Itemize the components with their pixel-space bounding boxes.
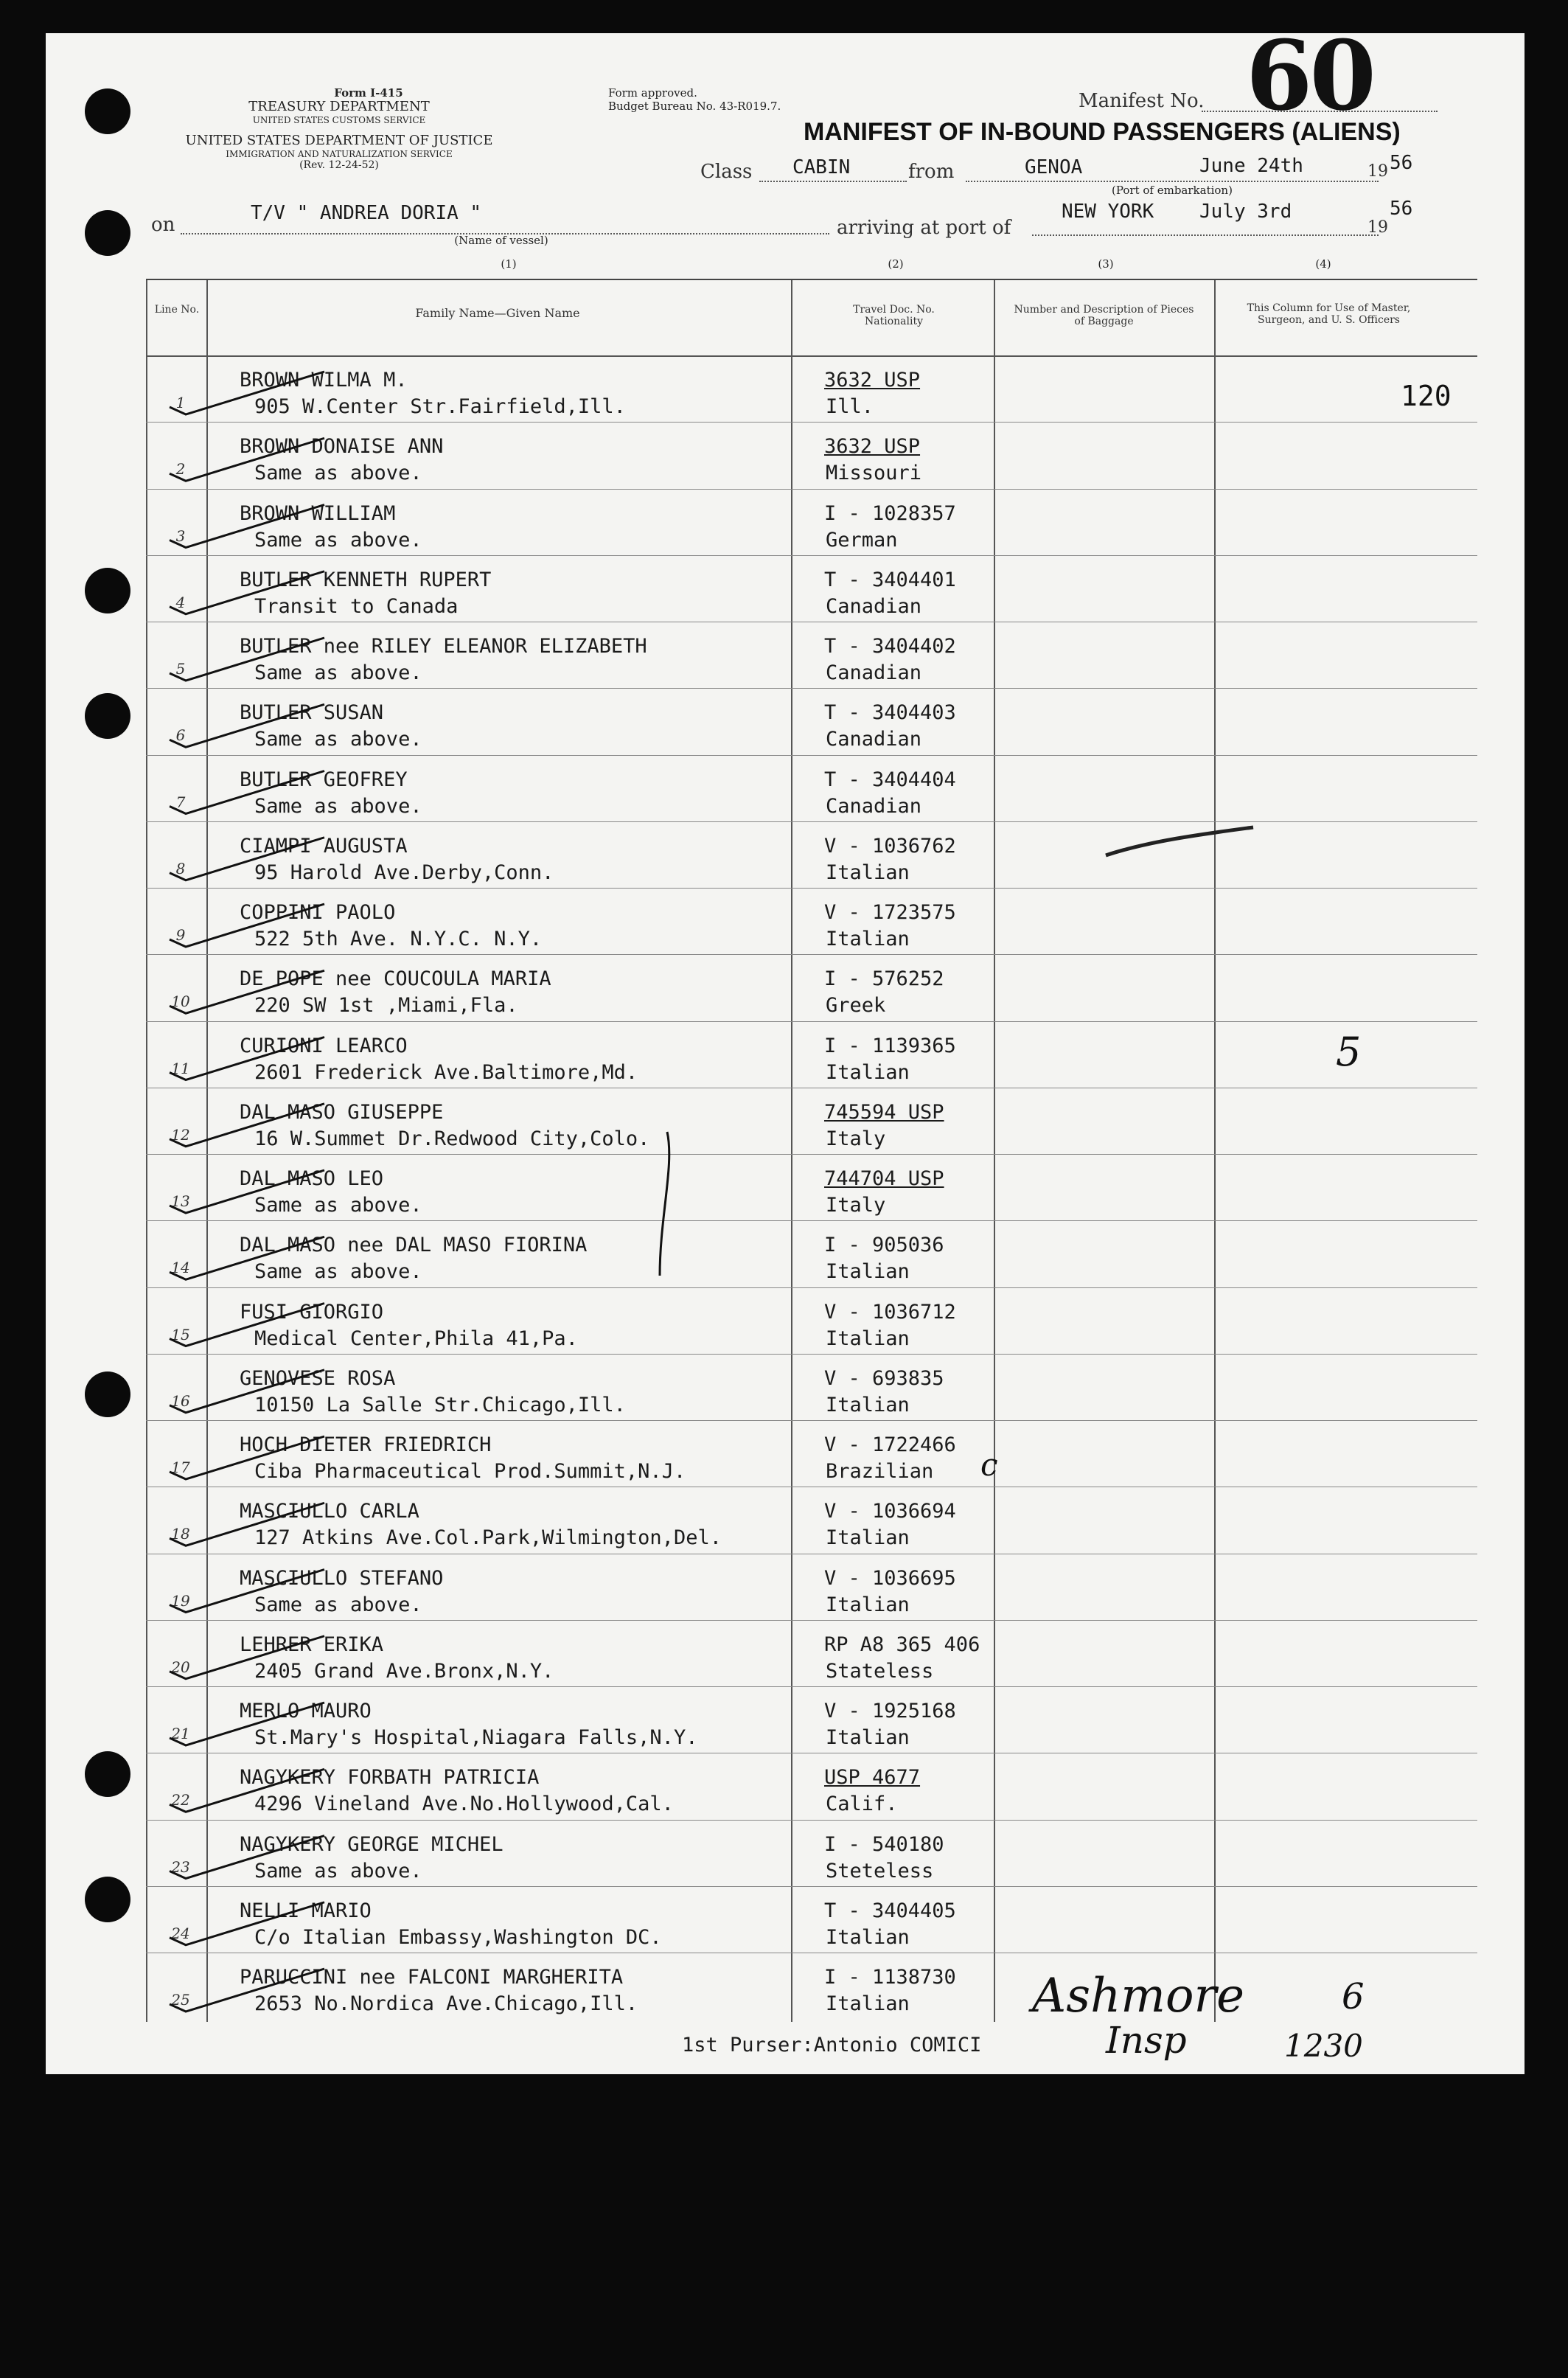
arrival-date: July 3rd bbox=[1199, 201, 1292, 223]
line-number: 14 bbox=[171, 1259, 190, 1277]
travel-doc-number: T - 3404403 bbox=[824, 701, 956, 725]
passenger-address: Transit to Canada bbox=[254, 594, 459, 618]
travel-doc-number: 744704 USP bbox=[824, 1167, 944, 1190]
passenger-address: Same as above. bbox=[254, 462, 422, 485]
budget-bureau: Budget Bureau No. 43-R019.7. bbox=[608, 100, 781, 113]
row-divider bbox=[146, 1820, 1477, 1821]
row-divider bbox=[146, 888, 1477, 889]
from-label: from bbox=[908, 161, 955, 183]
row-divider bbox=[146, 555, 1477, 556]
passenger-name: MERLO MAURO bbox=[240, 1700, 372, 1722]
row-divider bbox=[146, 821, 1477, 822]
binder-hole bbox=[85, 568, 130, 613]
year-prefix-2: 19 bbox=[1367, 218, 1388, 237]
nationality: Steteless bbox=[826, 1859, 934, 1882]
vessel-name: T/V " ANDREA DORIA " bbox=[251, 202, 482, 224]
travel-doc-number: T - 3404401 bbox=[824, 568, 956, 591]
dept-justice-sub: IMMIGRATION AND NATURALIZATION SERVICE bbox=[226, 149, 453, 159]
col-divider-doc bbox=[791, 280, 792, 2022]
col-number-3: (3) bbox=[1098, 257, 1114, 271]
row-divider bbox=[146, 1154, 1477, 1155]
row-divider bbox=[146, 489, 1477, 490]
line-number: 17 bbox=[171, 1459, 190, 1476]
line-number: 9 bbox=[175, 926, 186, 944]
passenger-address: 95 Harold Ave.Derby,Conn. bbox=[254, 861, 554, 884]
col-header-baggage: Number and Description of Pieces of Baggage bbox=[1014, 304, 1194, 327]
nationality: Canadian bbox=[826, 594, 922, 618]
row-divider bbox=[146, 422, 1477, 423]
line-number: 6 bbox=[175, 726, 186, 745]
passenger-address: St.Mary's Hospital,Niagara Falls,N.Y. bbox=[254, 1726, 698, 1749]
passenger-name: MASCIULLO STEFANO bbox=[240, 1566, 444, 1590]
row-divider bbox=[146, 1287, 1477, 1288]
passenger-name: BROWN WILLIAM bbox=[240, 501, 396, 525]
nationality: Italy bbox=[826, 1127, 886, 1150]
passenger-address: Same as above. bbox=[254, 1260, 422, 1284]
passenger-address: 16 W.Summet Dr.Redwood City,Colo. bbox=[254, 1127, 650, 1150]
count-note: 120 bbox=[1401, 380, 1452, 412]
passenger-name: HOCH DIETER FRIEDRICH bbox=[240, 1433, 492, 1456]
row-divider bbox=[146, 1021, 1477, 1022]
binder-hole bbox=[85, 88, 130, 134]
travel-doc-number: I - 540180 bbox=[824, 1832, 944, 1856]
departure-date: June 24th bbox=[1199, 155, 1303, 177]
passenger-address: 4296 Vineland Ave.No.Hollywood,Cal. bbox=[254, 1793, 674, 1816]
travel-doc-number: USP 4677 bbox=[824, 1766, 921, 1790]
passenger-address: 522 5th Ave. N.Y.C. N.Y. bbox=[254, 928, 543, 950]
passenger-name: BROWN DONAISE ANN bbox=[240, 435, 444, 459]
line-number: 18 bbox=[171, 1525, 190, 1543]
line-number: 19 bbox=[171, 1591, 190, 1610]
travel-doc-number: V - 1925168 bbox=[824, 1700, 956, 1722]
table-top-border bbox=[146, 279, 1477, 280]
line-number: 1 bbox=[175, 394, 186, 411]
passenger-name: COPPINI PAOLO bbox=[240, 901, 396, 924]
row-divider bbox=[146, 1686, 1477, 1687]
line-number: 7 bbox=[175, 793, 186, 811]
passenger-name: CIAMPI AUGUSTA bbox=[240, 834, 408, 858]
line-number: 21 bbox=[171, 1725, 190, 1742]
form-number: Form I-415 bbox=[334, 86, 403, 100]
passenger-address: Medical Center,Phila 41,Pa. bbox=[254, 1327, 578, 1350]
nationality: Ill. bbox=[826, 395, 874, 418]
table-border-left bbox=[146, 280, 147, 2022]
passenger-name: NAGYKERY GEORGE MICHEL bbox=[240, 1832, 503, 1856]
year-prefix-1: 19 bbox=[1367, 162, 1388, 181]
travel-doc-number: 3632 USP bbox=[824, 435, 921, 459]
class-line bbox=[759, 181, 907, 182]
on-label: on bbox=[151, 214, 175, 236]
travel-doc-number: I - 1139365 bbox=[824, 1034, 956, 1057]
nationality: Italian bbox=[826, 1393, 910, 1416]
line-number: 11 bbox=[171, 1059, 190, 1077]
passenger-name: BUTLER GEOFREY bbox=[240, 768, 408, 791]
row-divider bbox=[146, 1620, 1477, 1621]
line-number: 13 bbox=[171, 1192, 190, 1210]
line-number: 16 bbox=[171, 1391, 190, 1410]
travel-doc-number: V - 1723575 bbox=[824, 901, 956, 924]
port-embarkation-note: (Port of embarkation) bbox=[1112, 184, 1233, 197]
row-divider bbox=[146, 688, 1477, 689]
nationality: Italian bbox=[826, 1526, 910, 1550]
line-number: 5 bbox=[175, 660, 186, 678]
passenger-name: BUTLER SUSAN bbox=[240, 701, 384, 725]
nationality: Italian bbox=[826, 1925, 910, 1949]
line-number: 25 bbox=[171, 1991, 190, 2009]
col-header-travel-doc: Travel Doc. No. Nationality bbox=[853, 304, 935, 327]
travel-doc-number: I - 576252 bbox=[824, 967, 944, 991]
inspector-signature: Ashmore bbox=[1032, 1969, 1244, 2023]
table-header-bottom bbox=[146, 355, 1477, 357]
passenger-name: DAL MASO GIUSEPPE bbox=[240, 1100, 444, 1124]
form-revision: (Rev. 12-24-52) bbox=[299, 159, 379, 171]
vessel-note: (Name of vessel) bbox=[454, 234, 548, 247]
passenger-address: Same as above. bbox=[254, 528, 422, 552]
travel-doc-number: I - 905036 bbox=[824, 1234, 944, 1257]
nationality: Italian bbox=[826, 1327, 910, 1350]
passenger-name: DE POPE nee COUCOULA MARIA bbox=[240, 967, 551, 991]
passenger-address: Same as above. bbox=[254, 1859, 422, 1882]
nationality: Canadian bbox=[826, 794, 922, 818]
col-divider-baggage bbox=[994, 280, 995, 2022]
nationality: Calif. bbox=[826, 1793, 898, 1816]
nationality: Italian bbox=[826, 928, 910, 950]
binder-hole bbox=[85, 693, 130, 739]
travel-doc-number: RP A8 365 406 bbox=[824, 1633, 980, 1656]
travel-doc-number: T - 3404404 bbox=[824, 768, 956, 791]
nationality: Canadian bbox=[826, 661, 922, 684]
nationality: Greek bbox=[826, 994, 886, 1018]
passenger-name: MASCIULLO CARLA bbox=[240, 1500, 419, 1523]
form-approved: Form approved. bbox=[608, 86, 697, 100]
row-divider bbox=[146, 1420, 1477, 1421]
passenger-address: Same as above. bbox=[254, 1194, 422, 1217]
passenger-name: NAGYKERY FORBATH PATRICIA bbox=[240, 1766, 540, 1790]
nationality: Missouri bbox=[826, 462, 922, 485]
nationality: Brazilian bbox=[826, 1460, 934, 1483]
passenger-name: CURIONI LEARCO bbox=[240, 1034, 408, 1057]
manifest-number: 60 bbox=[1246, 19, 1373, 132]
row-divider bbox=[146, 1354, 1477, 1355]
passenger-address: Same as above. bbox=[254, 794, 422, 818]
binder-hole bbox=[85, 1751, 130, 1797]
nationality: Italian bbox=[826, 1992, 910, 2015]
from-line bbox=[966, 181, 1379, 182]
line-number: 4 bbox=[175, 593, 186, 611]
col-divider-officers bbox=[1214, 280, 1216, 2022]
line-number: 23 bbox=[171, 1857, 190, 1876]
col-header-officers: This Column for Use of Master, Surgeon, and U. S. Officers bbox=[1247, 302, 1411, 326]
line-number: 12 bbox=[171, 1125, 190, 1144]
line-number: 10 bbox=[171, 992, 190, 1011]
line-number: 8 bbox=[175, 859, 186, 877]
arrival-line bbox=[1032, 234, 1379, 236]
travel-doc-number: 3632 USP bbox=[824, 369, 921, 392]
margin-mark-row-11: 5 bbox=[1336, 1029, 1362, 1075]
travel-doc-number: I - 1138730 bbox=[824, 1966, 956, 1989]
col-header-line-no: Line No. bbox=[154, 304, 200, 316]
passenger-address: 2653 No.Nordica Ave.Chicago,Ill. bbox=[254, 1992, 638, 2015]
passenger-address: 127 Atkins Ave.Col.Park,Wilmington,Del. bbox=[254, 1526, 722, 1550]
port-of-embarkation: GENOA bbox=[1025, 156, 1083, 178]
nationality: Canadian bbox=[826, 728, 922, 751]
binder-hole bbox=[85, 210, 130, 256]
class-value: CABIN bbox=[792, 156, 851, 178]
line-number: 24 bbox=[171, 1924, 190, 1942]
col-header-name: Family Name—Given Name bbox=[415, 306, 580, 320]
dept-treasury-sub: UNITED STATES CUSTOMS SERVICE bbox=[252, 115, 426, 125]
col-divider-name bbox=[206, 280, 208, 2022]
class-label: Class bbox=[700, 161, 753, 183]
nationality: Italian bbox=[826, 1726, 910, 1749]
travel-doc-number: V - 1722466 bbox=[824, 1433, 956, 1456]
passenger-name: DAL MASO LEO bbox=[240, 1167, 384, 1190]
passenger-address: C/o Italian Embassy,Washington DC. bbox=[254, 1925, 662, 1949]
row-divider bbox=[146, 755, 1477, 756]
dept-treasury: TREASURY DEPARTMENT bbox=[248, 99, 430, 114]
col-number-2: (2) bbox=[888, 257, 904, 271]
travel-doc-number: V - 693835 bbox=[824, 1366, 944, 1390]
passenger-name: GENOVESE ROSA bbox=[240, 1366, 396, 1390]
line-number: 20 bbox=[171, 1658, 190, 1676]
passenger-address: 2405 Grand Ave.Bronx,N.Y. bbox=[254, 1659, 554, 1683]
col-number-4: (4) bbox=[1315, 257, 1331, 271]
passenger-address: 905 W.Center Str.Fairfield,Ill. bbox=[254, 395, 626, 418]
passenger-name: FUSI GIORGIO bbox=[240, 1300, 384, 1324]
passenger-name: BUTLER KENNETH RUPERT bbox=[240, 568, 492, 591]
line-number: 2 bbox=[175, 460, 186, 479]
travel-doc-number: 745594 USP bbox=[824, 1100, 944, 1124]
arrival-port: NEW YORK bbox=[1062, 201, 1154, 223]
nationality: German bbox=[826, 528, 898, 552]
inspector-title: Insp bbox=[1106, 2019, 1187, 2062]
line-number: 22 bbox=[171, 1791, 190, 1809]
manifest-title: MANIFEST OF IN-BOUND PASSENGERS (ALIENS) bbox=[804, 118, 1401, 146]
year-1: 56 bbox=[1390, 152, 1413, 174]
line-number: 3 bbox=[175, 526, 186, 545]
passenger-address: 10150 La Salle Str.Chicago,Ill. bbox=[254, 1393, 626, 1416]
final-mark-total: 1230 bbox=[1284, 2028, 1363, 2064]
manifest-no-label: Manifest No. bbox=[1079, 90, 1205, 112]
passenger-name: NELLI MARIO bbox=[240, 1899, 372, 1922]
row-divider bbox=[146, 954, 1477, 955]
binder-hole bbox=[85, 1371, 130, 1417]
passenger-name: PARUCCINI nee FALCONI MARGHERITA bbox=[240, 1966, 624, 1989]
passenger-address: Same as above. bbox=[254, 728, 422, 751]
arriving-label: arriving at port of bbox=[837, 217, 1011, 239]
col-number-1: (1) bbox=[501, 257, 517, 271]
row-divider bbox=[146, 1886, 1477, 1887]
travel-doc-number: V - 1036762 bbox=[824, 834, 956, 858]
margin-mark-row-17: c bbox=[980, 1447, 998, 1483]
travel-doc-number: T - 3404405 bbox=[824, 1899, 956, 1922]
travel-doc-number: T - 3404402 bbox=[824, 635, 956, 658]
travel-doc-number: V - 1036694 bbox=[824, 1500, 956, 1523]
passenger-name: LEHRER ERIKA bbox=[240, 1633, 384, 1656]
binder-hole bbox=[85, 1877, 130, 1922]
passenger-name: BROWN WILMA M. bbox=[240, 369, 408, 392]
nationality: Italian bbox=[826, 861, 910, 884]
travel-doc-number: V - 1036712 bbox=[824, 1300, 956, 1324]
passenger-name: DAL MASO nee DAL MASO FIORINA bbox=[240, 1234, 588, 1257]
dept-justice: UNITED STATES DEPARTMENT OF JUSTICE bbox=[185, 133, 493, 148]
nationality: Stateless bbox=[826, 1659, 934, 1683]
row-divider bbox=[146, 1220, 1477, 1221]
passenger-address: 220 SW 1st ,Miami,Fla. bbox=[254, 994, 518, 1018]
passenger-address: Same as above. bbox=[254, 661, 422, 684]
travel-doc-number: I - 1028357 bbox=[824, 501, 956, 525]
nationality: Italy bbox=[826, 1194, 886, 1217]
travel-doc-number: V - 1036695 bbox=[824, 1566, 956, 1590]
passenger-name: BUTLER nee RILEY ELEANOR ELIZABETH bbox=[240, 635, 647, 658]
nationality: Italian bbox=[826, 1260, 910, 1284]
nationality: Italian bbox=[826, 1593, 910, 1616]
year-2: 56 bbox=[1390, 198, 1413, 220]
final-mark-number: 6 bbox=[1342, 1976, 1365, 2017]
passenger-address: Ciba Pharmaceutical Prod.Summit,N.J. bbox=[254, 1460, 686, 1483]
line-number: 15 bbox=[171, 1325, 190, 1343]
purser-signature-line: 1st Purser:Antonio COMICI bbox=[682, 2034, 982, 2057]
nationality: Italian bbox=[826, 1060, 910, 1084]
passenger-address: 2601 Frederick Ave.Baltimore,Md. bbox=[254, 1060, 638, 1084]
passenger-address: Same as above. bbox=[254, 1593, 422, 1616]
